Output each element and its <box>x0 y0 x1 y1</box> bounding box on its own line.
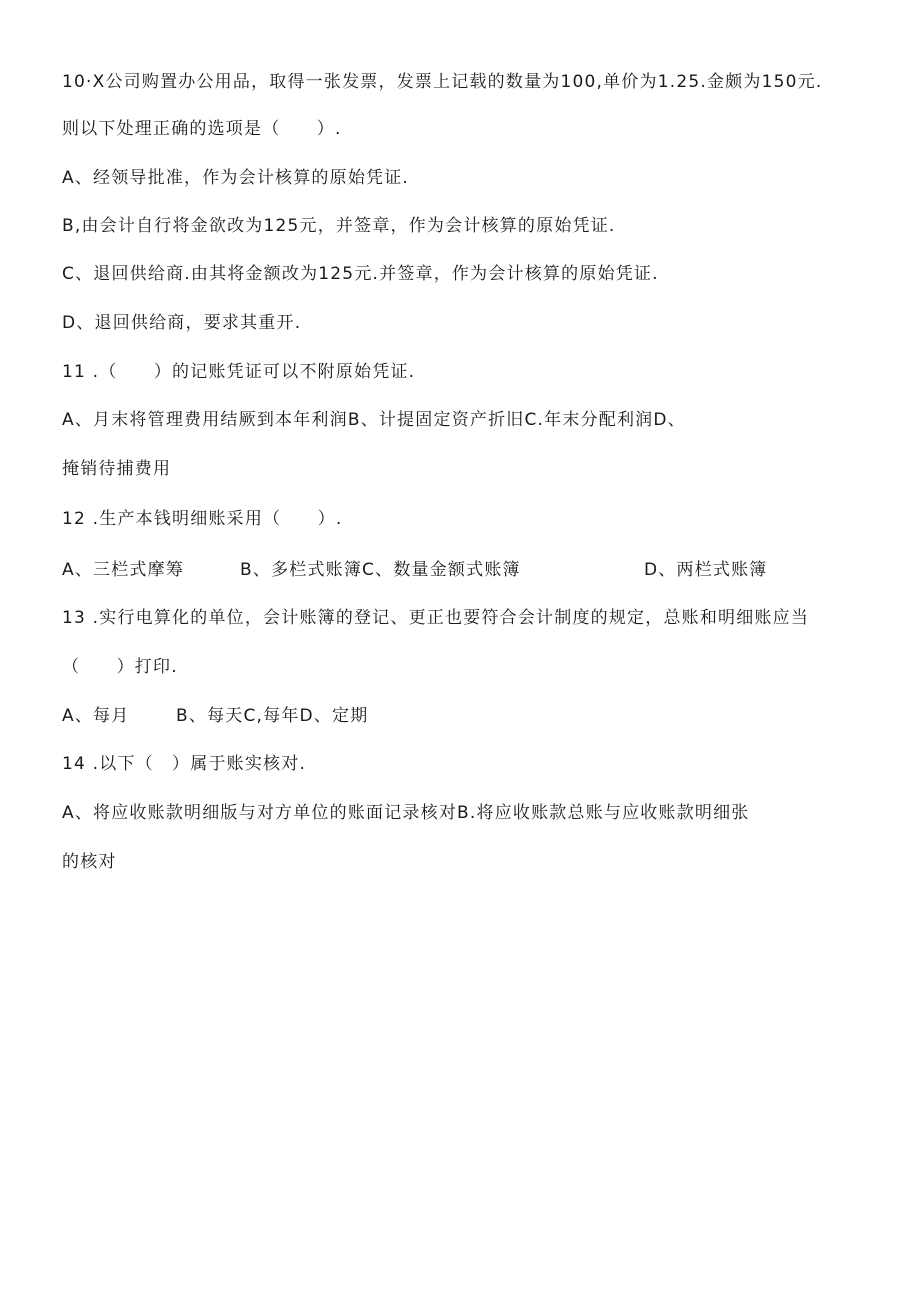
q10-option-a: A、经领导批准，作为会计核算的原始凭证. <box>62 168 410 188</box>
q12-options-row <box>62 558 822 582</box>
q10-option-d: D、退回供给商，要求其重开. <box>62 313 302 333</box>
q14-options: A、将应收账款明细版与对方单位的账面记录核对B.将应收账款总账与应收账款明细张 <box>62 803 750 823</box>
q12-option-a: A、三栏式摩筹 <box>62 560 185 580</box>
q14-options-cont: 的核对 <box>62 852 117 872</box>
q12-option-d: D、两栏式账簿 <box>644 560 768 580</box>
q14-stem: 14 .以下（ ）属于账实核对. <box>62 754 307 774</box>
q13-stem-cont: （ ）打印. <box>62 657 178 677</box>
q12-stem: 12 .生产本钱明细账采用（ ）. <box>62 509 343 529</box>
q10-option-b: B,由会计自行将金欲改为125元，并签章，作为会计核算的原始凭证. <box>62 216 616 236</box>
q11-options: A、月末将管理费用结厥到本年利润B、计提固定资产折旧C.年末分配利润D、 <box>62 410 686 430</box>
q13-options-row <box>62 704 462 728</box>
q10-option-c: C、退回供给商.由其将金额改为125元.并签章，作为会计核算的原始凭证. <box>62 264 659 284</box>
q11-options-cont: 掩销待捕费用 <box>62 459 172 479</box>
q10-stem-line-2: 则以下处理正确的选项是（ ）. <box>62 119 342 139</box>
q13-option-a: A、每月 <box>62 706 130 726</box>
q13-option-bcd: B、每天C,每年D、定期 <box>176 706 369 726</box>
q12-option-bc: B、多栏式账簿C、数量金额式账簿 <box>240 560 521 580</box>
q11-stem: 11 .（ ）的记账凭证可以不附原始凭证. <box>62 362 416 382</box>
q13-stem: 13 .实行电算化的单位，会计账簿的登记、更正也要符合会计制度的规定，总账和明细账应当 <box>62 608 810 628</box>
q10-stem-line-1: 10·X公司购置办公用品，取得一张发票，发票上记载的数量为100,单价为1.25.金颇为150元. <box>62 72 823 92</box>
